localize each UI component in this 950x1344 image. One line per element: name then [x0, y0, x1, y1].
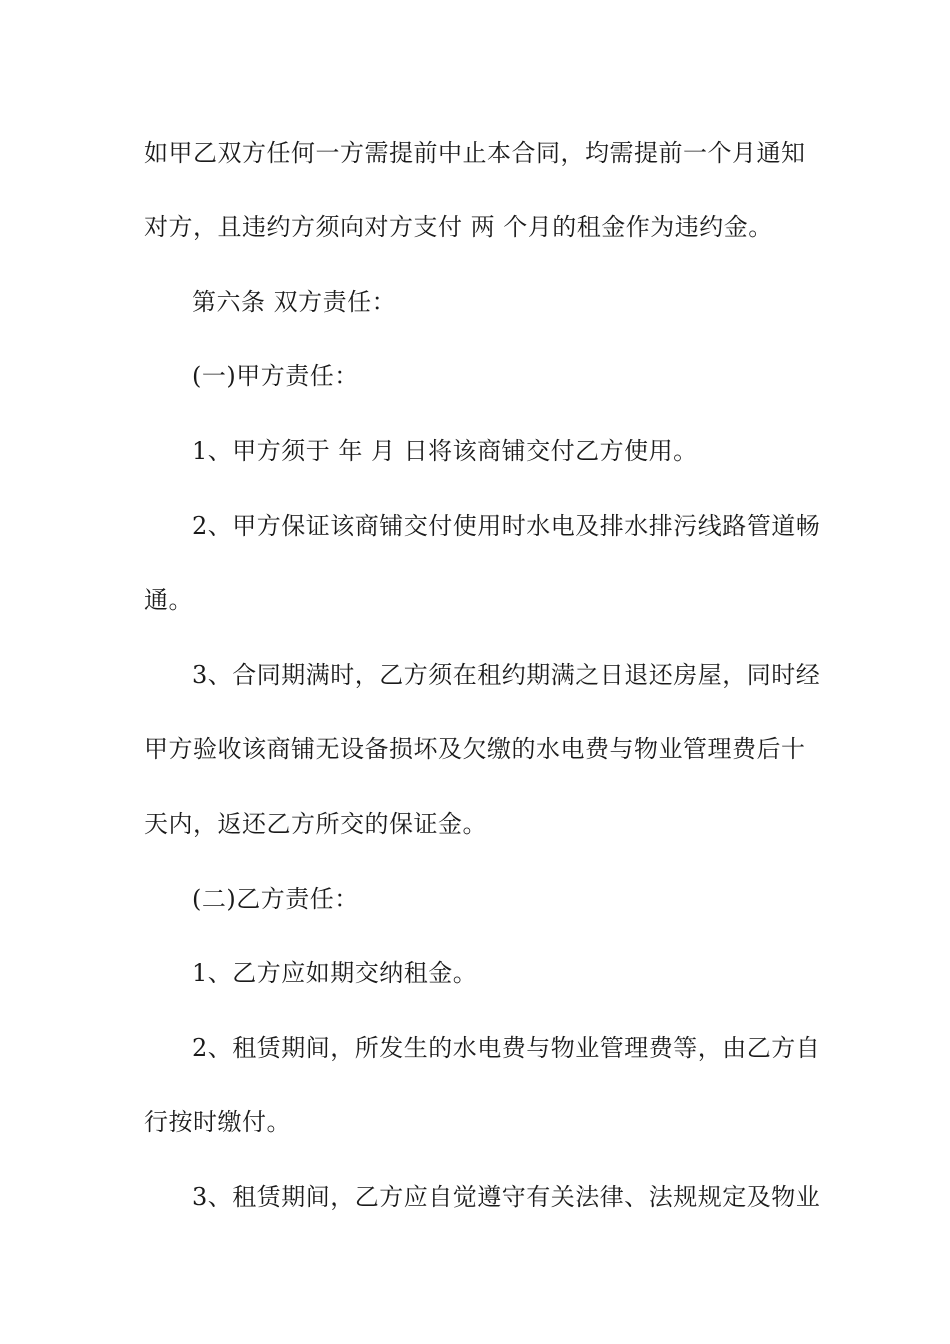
body-text-line: 甲方验收该商铺无设备损坏及欠缴的水电费与物业管理费后十 [144, 735, 806, 763]
list-item: 1、甲方须于 年 月 日将该商铺交付乙方使用。 [192, 437, 698, 465]
list-item: 1、乙方应如期交纳租金。 [192, 959, 478, 987]
body-text-line: 通。 [144, 586, 193, 614]
body-text-line: 行按时缴付。 [144, 1108, 291, 1136]
list-item: 2、甲方保证该商铺交付使用时水电及排水排污线路管道畅 [192, 512, 821, 540]
article-heading: 第六条 双方责任： [192, 288, 397, 316]
section-heading: (一)甲方责任： [192, 362, 359, 390]
list-item: 3、合同期满时，乙方须在租约期满之日退还房屋，同时经 [192, 661, 821, 689]
body-text-line: 如甲乙双方任何一方需提前中止本合同，均需提前一个月通知 [144, 139, 806, 167]
list-item: 2、租赁期间，所发生的水电费与物业管理费等，由乙方自 [192, 1034, 821, 1062]
section-heading: (二)乙方责任： [192, 885, 359, 913]
list-item: 3、租赁期间，乙方应自觉遵守有关法律、法规规定及物业 [192, 1183, 821, 1211]
body-text-line: 对方，且违约方须向对方支付 两 个月的租金作为违约金。 [144, 213, 773, 241]
body-text-line: 天内，返还乙方所交的保证金。 [144, 810, 487, 838]
